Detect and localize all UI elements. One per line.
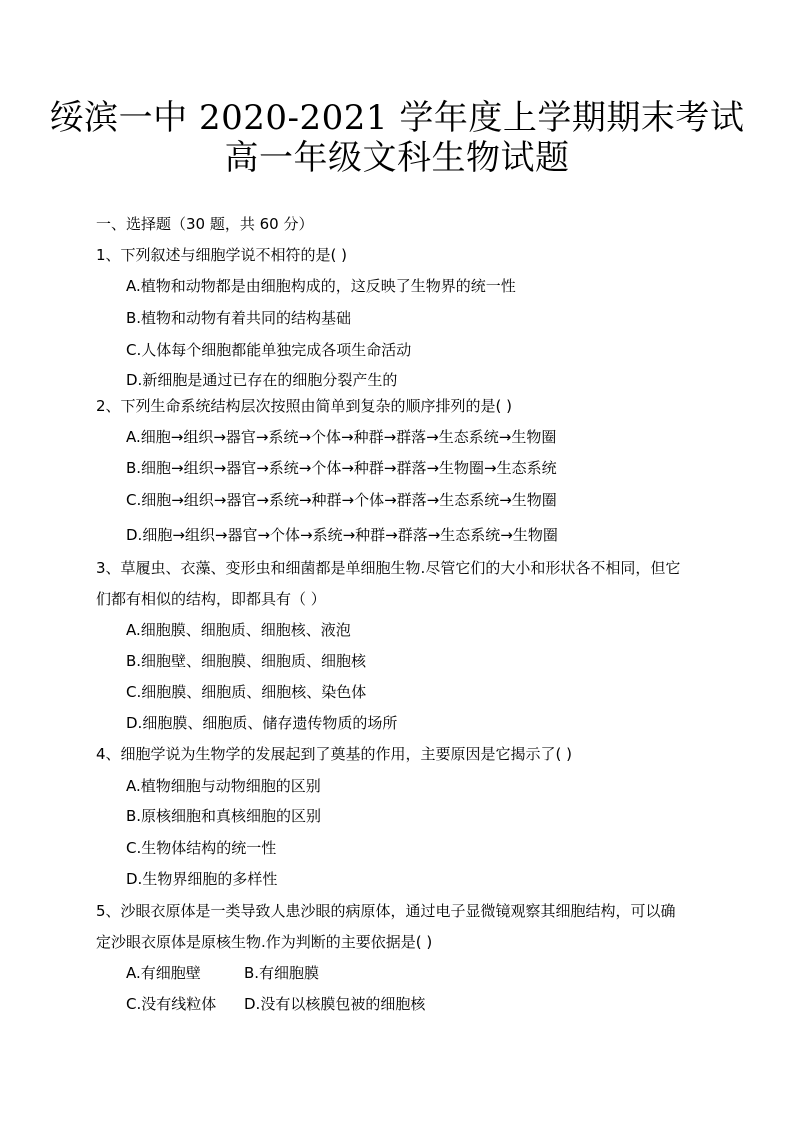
question-2-option-c: C.细胞→组织→器官→系统→种群→个体→群落→生态系统→生物圈	[126, 491, 557, 509]
section-heading: 一、选择题（30 题，共 60 分）	[96, 215, 314, 233]
question-5-option-d: D.没有以核膜包被的细胞核	[244, 995, 426, 1013]
exam-title-line1: 绥滨一中 2020-2021 学年度上学期期末考试	[49, 98, 745, 138]
question-2-option-d: D.细胞→组织→器官→个体→系统→种群→群落→生态系统→生物圈	[126, 526, 558, 544]
question-4-option-c: C.生物体结构的统一性	[126, 839, 277, 857]
question-4-option-a: A.植物细胞与动物细胞的区别	[126, 777, 321, 795]
question-2-option-b: B.细胞→组织→器官→系统→个体→种群→群落→生物圈→生态系统	[126, 459, 557, 477]
question-4-option-b: B.原核细胞和真核细胞的区别	[126, 807, 322, 825]
question-1-stem: 1、下列叙述与细胞学说不相符的是( )	[96, 246, 348, 264]
question-3-stem-continued: 们都有相似的结构，即都具有（ ）	[96, 590, 326, 608]
question-1-option-b: B.植物和动物有着共同的结构基础	[126, 309, 352, 327]
question-5-option-a: A.有细胞壁	[126, 964, 201, 982]
question-5-option-c: C.没有线粒体	[126, 995, 217, 1013]
question-5-options-row-2	[126, 994, 426, 1014]
question-3-option-a: A.细胞膜、细胞质、细胞核、液泡	[126, 621, 351, 639]
question-3-option-b: B.细胞壁、细胞膜、细胞质、细胞核	[126, 652, 367, 670]
question-1-option-d: D.新细胞是通过已存在的细胞分裂产生的	[126, 371, 398, 389]
question-2-stem: 2、下列生命系统结构层次按照由简单到复杂的顺序排列的是( )	[96, 397, 513, 415]
question-5-stem: 5、沙眼衣原体是一类导致人患沙眼的病原体，通过电子显微镜观察其细胞结构，可以确	[96, 902, 676, 920]
question-1-option-a: A.植物和动物都是由细胞构成的，这反映了生物界的统一性	[126, 277, 516, 295]
question-4-stem: 4、细胞学说为生物学的发展起到了奠基的作用，主要原因是它揭示了( )	[96, 745, 573, 763]
question-5-stem-continued: 定沙眼衣原体是原核生物.作为判断的主要依据是( )	[96, 933, 433, 951]
question-3-stem: 3、草履虫、衣藻、变形虫和细菌都是单细胞生物.尽管它们的大小和形状各不相同，但它	[96, 559, 681, 577]
question-2-option-a: A.细胞→组织→器官→系统→个体→种群→群落→生态系统→生物圈	[126, 428, 557, 446]
question-3-option-c: C.细胞膜、细胞质、细胞核、染色体	[126, 683, 367, 701]
question-4-option-d: D.生物界细胞的多样性	[126, 870, 278, 888]
question-1-option-c: C.人体每个细胞都能单独完成各项生命活动	[126, 341, 412, 359]
question-5-option-b: B.有细胞膜	[244, 964, 320, 982]
exam-title-line2: 高一年级文科生物试题	[224, 138, 570, 178]
question-5-options-row-1	[126, 963, 320, 983]
question-3-option-d: D.细胞膜、细胞质、储存遗传物质的场所	[126, 714, 398, 732]
